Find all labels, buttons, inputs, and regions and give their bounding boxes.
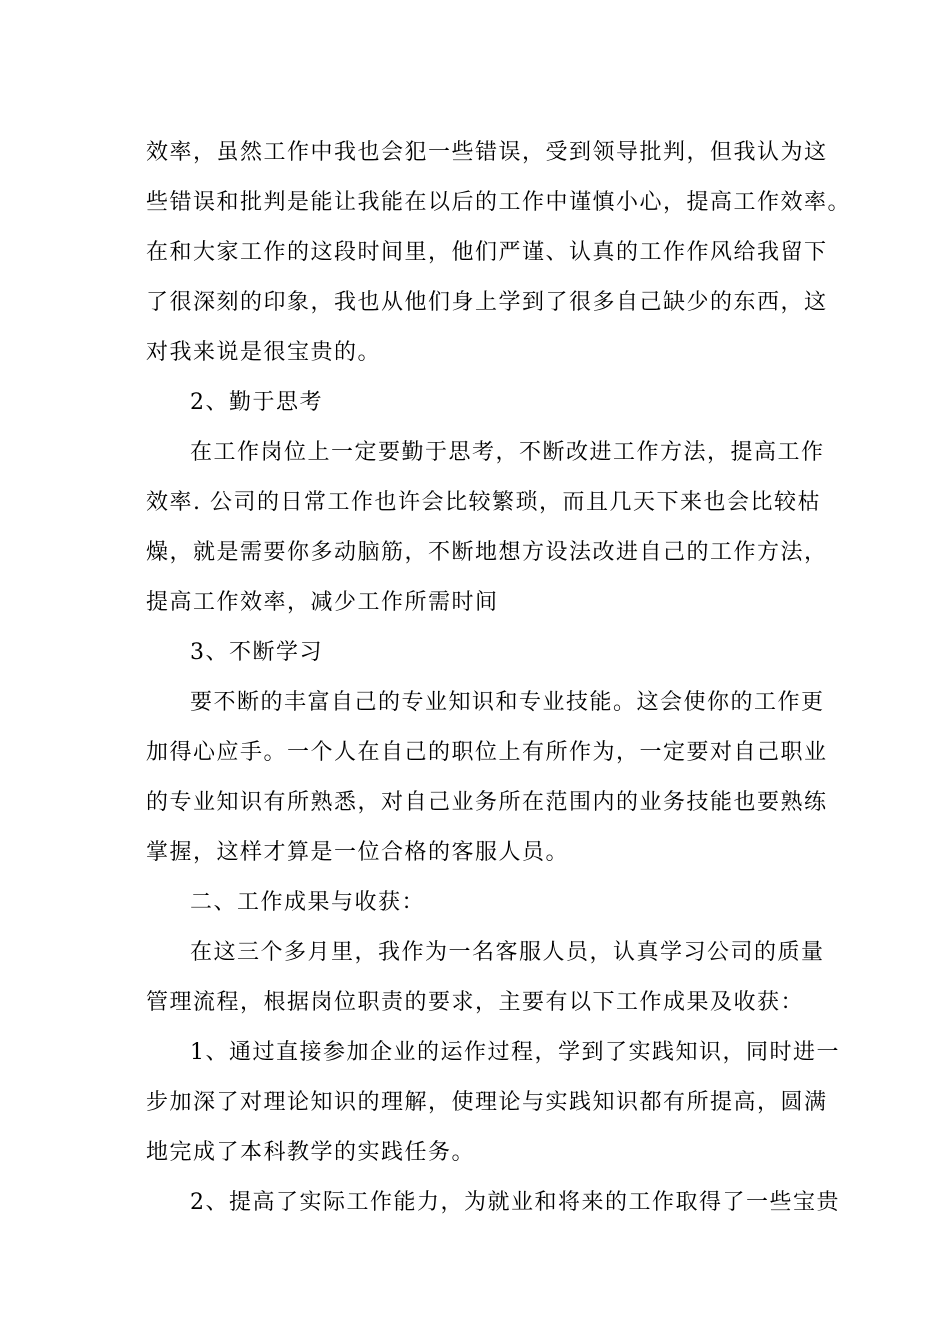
- paragraph-line: 2、提高了实际工作能力，为就业和将来的工作取得了一些宝贵: [190, 1190, 840, 1215]
- paragraph-line: 管理流程，根据岗位职责的要求，主要有以下工作成果及收获：: [146, 990, 805, 1015]
- paragraph-line: 燥，就是需要你多动脑筋，不断地想方设法改进自己的工作方法，: [146, 540, 828, 565]
- section-heading: 3、不断学习: [190, 640, 323, 665]
- paragraph-line: 步加深了对理论知识的理解，使理论与实践知识都有所提高，圆满: [146, 1090, 828, 1115]
- paragraph-line: 效率，虽然工作中我也会犯一些错误，受到领导批判，但我认为这: [146, 140, 828, 165]
- paragraph-line: 要不断的丰富自己的专业知识和专业技能。这会使你的工作更: [190, 690, 825, 715]
- paragraph-line: 加得心应手。一个人在自己的职位上有所作为，一定要对自己职业: [146, 740, 828, 765]
- paragraph-line: 掌握，这样才算是一位合格的客服人员。: [146, 840, 570, 865]
- paragraph-line: 了很深刻的印象，我也从他们身上学到了很多自己缺少的东西，这: [146, 290, 828, 315]
- paragraph-line: 对我来说是很宝贵的。: [146, 340, 382, 365]
- paragraph-line: 提高工作效率，减少工作所需时间: [146, 590, 499, 615]
- paragraph-line: 些错误和批判是能让我能在以后的工作中谨慎小心，提高工作效率。: [146, 190, 852, 215]
- paragraph-line: 的专业知识有所熟悉，对自己业务所在范围内的业务技能也要熟练: [146, 790, 828, 815]
- paragraph-line: 在工作岗位上一定要勤于思考，不断改进工作方法，提高工作: [190, 440, 825, 465]
- paragraph-line: 在和大家工作的这段时间里，他们严谨、认真的工作作风给我留下: [146, 240, 828, 265]
- section-heading: 二、工作成果与收获：: [190, 890, 426, 915]
- paragraph-line: 效率. 公司的日常工作也许会比较繁琐，而且几天下来也会比较枯: [146, 490, 821, 515]
- section-heading: 2、勤于思考: [190, 390, 323, 415]
- paragraph-line: 在这三个多月里，我作为一名客服人员，认真学习公司的质量: [190, 940, 825, 965]
- paragraph-line: 1、通过直接参加企业的运作过程，学到了实践知识，同时进一: [190, 1040, 840, 1065]
- paragraph-line: 地完成了本科教学的实践任务。: [146, 1140, 476, 1165]
